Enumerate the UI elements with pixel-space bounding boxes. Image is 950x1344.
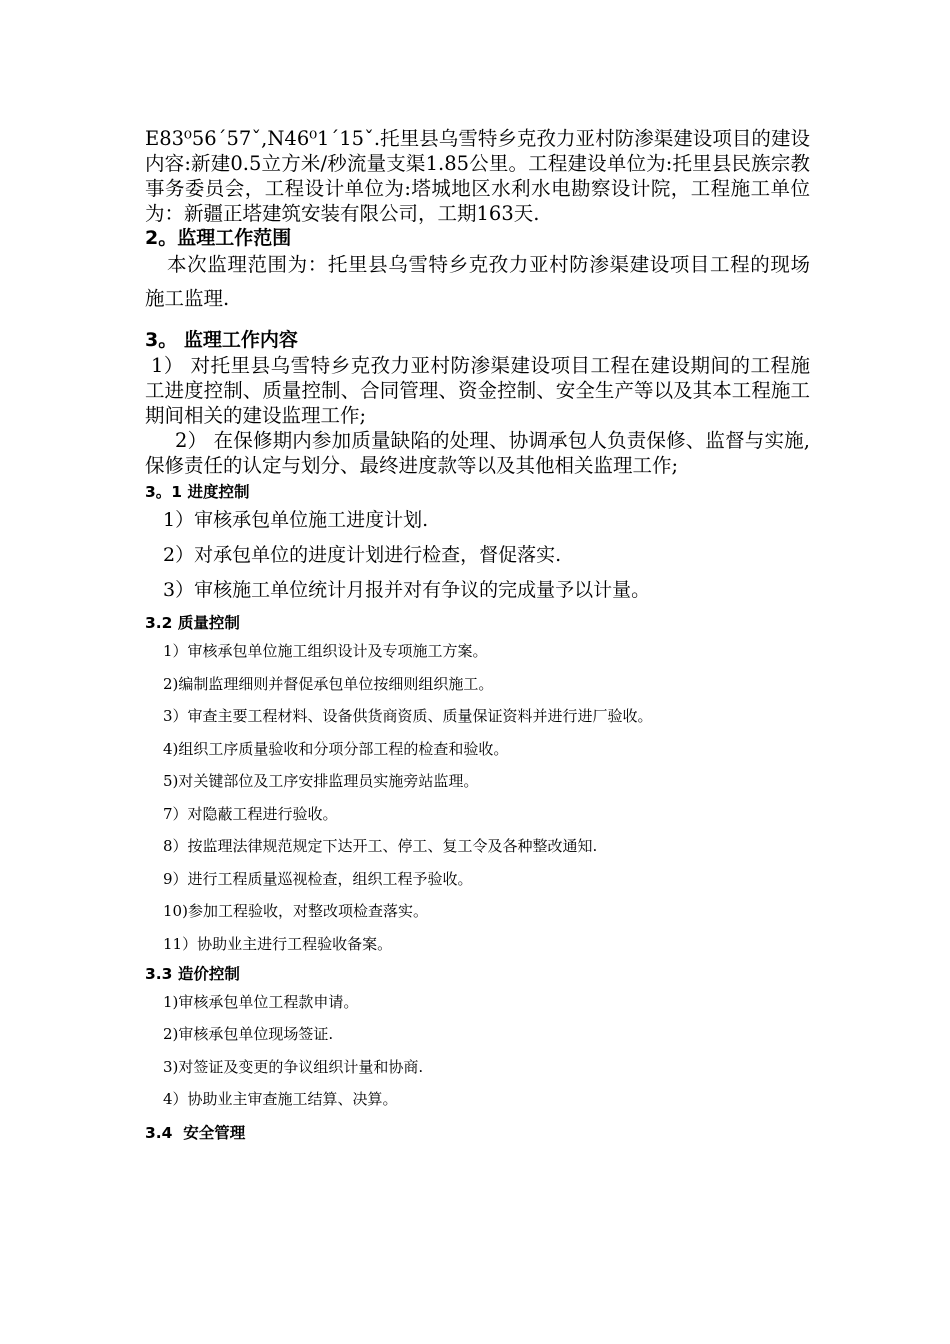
section-3-3-heading: 3.3 造价控制 — [145, 964, 240, 983]
list-item: 3)对签证及变更的争议组织计量和协商. — [163, 1057, 424, 1076]
section-3-heading: 3。 监理工作内容 — [145, 329, 298, 351]
section-3-2-heading: 3.2 质量控制 — [145, 614, 240, 632]
list-item: 2）对承包单位的进度计划进行检查，督促落实. — [163, 544, 562, 566]
section-3-1-list — [145, 508, 810, 603]
list-item: 9）进行工程质量巡视检查，组织工程予验收。 — [163, 869, 473, 888]
list-item: 10)参加工程验收，对整改项检查落实。 — [163, 902, 428, 920]
section-3-3-list — [145, 992, 810, 1110]
section-3-1-heading: 3。1 进度控制 — [145, 483, 250, 501]
section-2-body: 本次监理范围为：托里县乌雪特乡克孜力亚村防渗渠建设项目工程的现场施工监理. — [145, 253, 810, 310]
list-item: 5)对关键部位及工序安排监理员实施旁站监理。 — [163, 772, 479, 790]
list-item: 3）审核施工单位统计月报并对有争议的完成量予以计量。 — [163, 579, 651, 601]
section-3-item-2: 2） 在保修期内参加质量缺陷的处理、协调承包人负责保修、监督与实施,保修责任的认定与划分、最终进度款等以及其他相关监理工作; — [145, 429, 810, 477]
list-item: 2)编制监理细则并督促承包单位按细则组织施工。 — [163, 674, 494, 693]
list-item: 4）协助业主审查施工结算、决算。 — [163, 1090, 398, 1108]
list-item: 1）审核承包单位施工进度计划. — [163, 509, 429, 531]
list-item: 1）审核承包单位施工组织设计及专项施工方案。 — [163, 642, 488, 660]
intro-paragraph: E83⁰56ˊ57ˇ,N46⁰1ˊ15ˇ.托里县乌雪特乡克孜力亚村防渗渠建设项目的建设内容:新建0.5立方米/秒流量支渠1.85公里。工程建设单位为:托里县民族宗教事务委员会，工程设计单位为:塔城地区水利水电勘察设计院，工程施工单位为：新疆正塔建筑安装有限公司，工期163天. — [145, 127, 810, 225]
section-3-2-list — [145, 641, 810, 954]
document-page — [145, 120, 810, 1143]
list-item: 8）按监理法律规范规定下达开工、停工、复工令及各种整改通知. — [163, 837, 598, 855]
section-3-4-heading: 3.4 安全管理 — [145, 1124, 246, 1142]
list-item: 11）协助业主进行工程验收备案。 — [163, 934, 393, 953]
list-item: 3）审查主要工程材料、设备供货商资质、质量保证资料并进行进厂验收。 — [163, 707, 653, 725]
list-item: 7）对隐蔽工程进行验收。 — [163, 804, 338, 823]
list-item: 4)组织工序质量验收和分项分部工程的检查和验收。 — [163, 739, 509, 758]
section-2-heading: 2。监理工作范围 — [145, 227, 292, 249]
list-item: 2)审核承包单位现场签证. — [163, 1025, 334, 1043]
section-3-item-1: 1） 对托里县乌雪特乡克孜力亚村防渗渠建设项目工程在建设期间的工程施工进度控制、质量控制、合同管理、资金控制、安全生产等以及其本工程施工期间相关的建设监理工作; — [145, 354, 810, 427]
list-item: 1)审核承包单位工程款申请。 — [163, 992, 359, 1011]
